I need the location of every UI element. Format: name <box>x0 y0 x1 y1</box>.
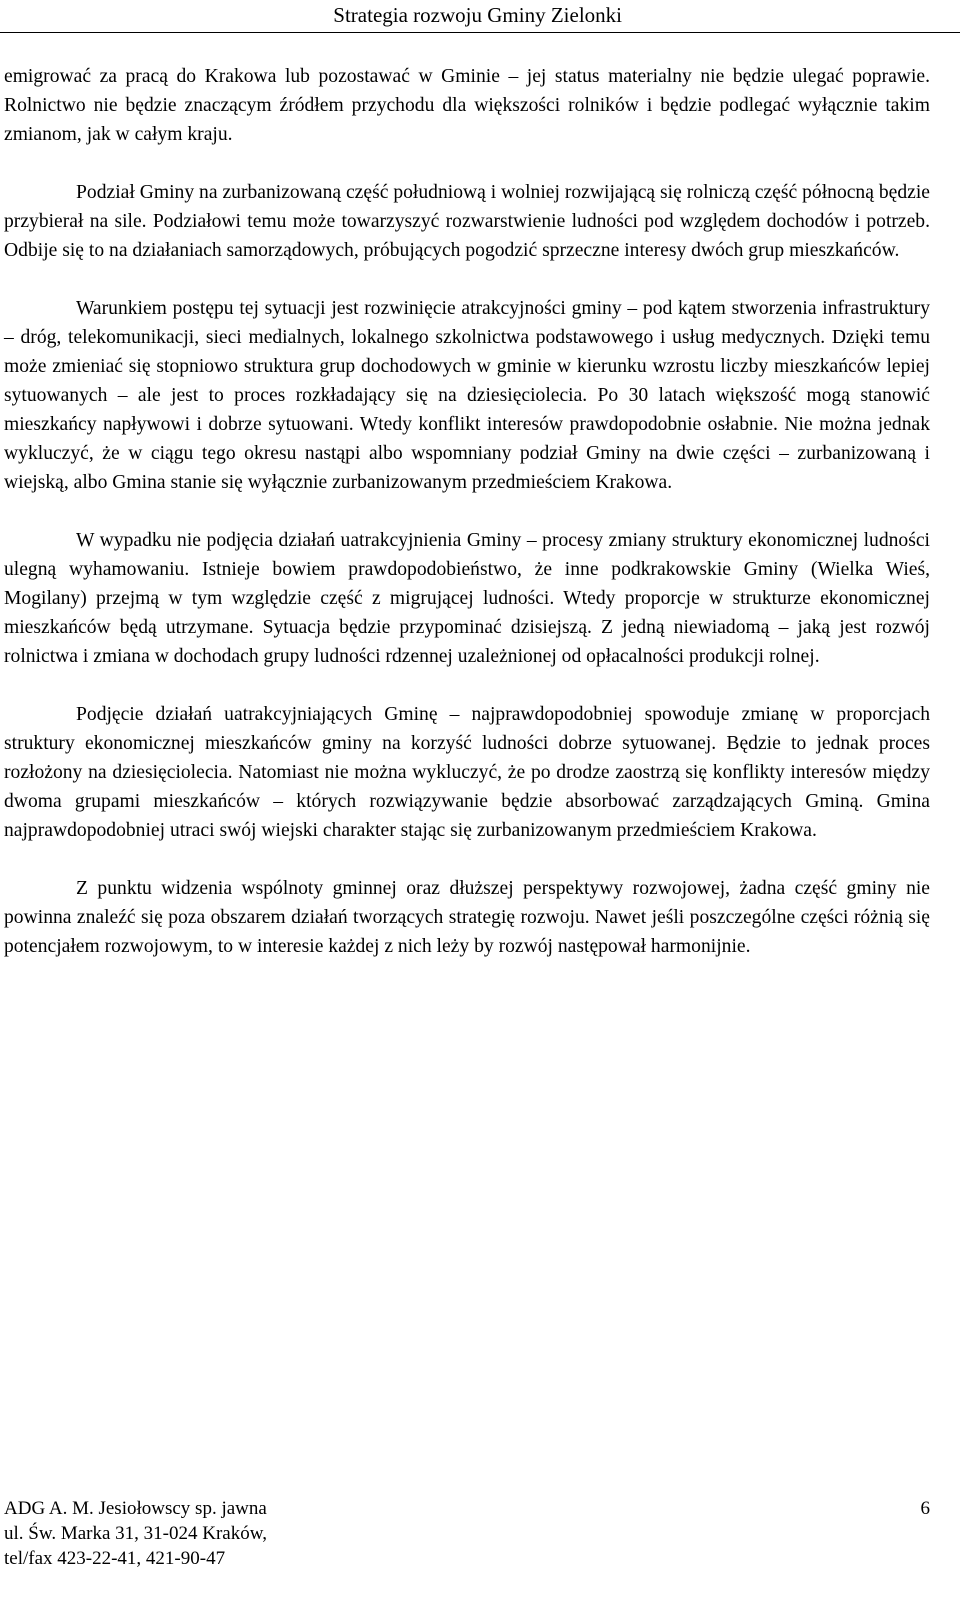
page-header <box>0 0 960 36</box>
footer-phone: tel/fax 423-22-41, 421-90-47 <box>4 1548 226 1569</box>
paragraph-5: Podjęcie działań uatrakcyjniających Gminę – najprawdopodobniej spowoduje zmianę w proporcjach struktury ekonomicznej mieszkańców gminy na korzyść ludności dobrze sytuowanej. Będzie to jednak proces rozłożony na dziesięciolecia. Natomiast nie można wykluczyć, że po drodze zaostrzą się konflikty interesów między dwoma grupami mieszkańców – których rozwiązywanie będzie absorbować zarządzających Gminą. Gmina najprawdopodobniej utraci swój wiejski charakter stając się zurbanizowanym przedmieściem Krakowa. <box>4 704 930 841</box>
paragraph-3: Warunkiem postępu tej sytuacji jest rozwinięcie atrakcyjności gminy – pod kątem stworzenia infrastruktury – dróg, telekomunikacji, sieci medialnych, lokalnego szkolnictwa podstawowego i usług medycznych. Dzięki temu może zmieniać się stopniowo struktura grup dochodowych w gminie w kierunku wzrostu liczby mieszkańców lepiej sytuowanych – ale jest to proces rozkładający się na dziesięciolecia. Po 30 latach większość mogą stanowić mieszkańcy napływowi i dobrze sytuowani. Wtedy konflikt interesów prawdopodobnie osłabnie. Nie można jednak wykluczyć, że w ciągu tego okresu nastąpi albo wspomniany podział Gminy na dwie części – zurbanizowaną i wiejską, albo Gmina stanie się wyłącznie zurbanizowanym przedmieściem Krakowa. <box>4 298 930 493</box>
paragraph-4: W wypadku nie podjęcia działań uatrakcyjnienia Gminy – procesy zmiany struktury ekonomicznej ludności ulegną wyhamowaniu. Istnieje bowiem prawdopodobieństwo, że inne podkrakowskie Gminy (Wielka Wieś, Mogilany) przejmą w tym względzie część z migrującej ludności. Wtedy proporcje w strukturze ekonomicznej mieszkańców będą utrzymane. Sytuacja będzie przypominać dzisiejszą. Z jedną niewiadomą – jaką jest rozwój rolnictwa i zmiana w dochodach grupy ludności rdzennej uzależnionej od opłacalności produkcji rolnej. <box>4 530 930 667</box>
paragraph-1: emigrować za pracą do Krakowa lub pozostawać w Gminie – jej status materialny nie będzie ulegać poprawie. Rolnictwo nie będzie znaczącym źródłem przychodu dla większości rolników i będzie podlegać wyłącznie takim zmianom, jak w całym kraju. <box>4 66 930 145</box>
page-number: 6 <box>920 1498 930 1519</box>
header-rule <box>0 32 960 33</box>
header-title: Strategia rozwoju Gminy Zielonki <box>333 3 622 27</box>
page-footer <box>4 1496 930 1571</box>
paragraph-6: Z punktu widzenia wspólnoty gminnej oraz dłuższej perspektywy rozwojowej, żadna część gminy nie powinna znaleźć się poza obszarem działań tworzących strategię rozwoju. Nawet jeśli poszczególne części różnią się potencjałem rozwojowym, to w interesie każdej z nich leży by rozwój następował harmonijnie. <box>4 878 930 957</box>
footer-address: ul. Św. Marka 31, 31-024 Kraków, <box>4 1523 267 1544</box>
footer-company: ADG A. M. Jesiołowscy sp. jawna <box>4 1498 267 1519</box>
paragraph-2: Podział Gminy na zurbanizowaną część południową i wolniej rozwijającą się rolniczą część północną będzie przybierał na sile. Podziałowi temu może towarzyszyć rozwarstwienie ludności pod względem dochodów i potrzeb. Odbije się to na działaniach samorządowych, próbujących pogodzić sprzeczne interesy dwóch grup mieszkańców. <box>4 182 930 261</box>
document-body <box>4 62 930 961</box>
